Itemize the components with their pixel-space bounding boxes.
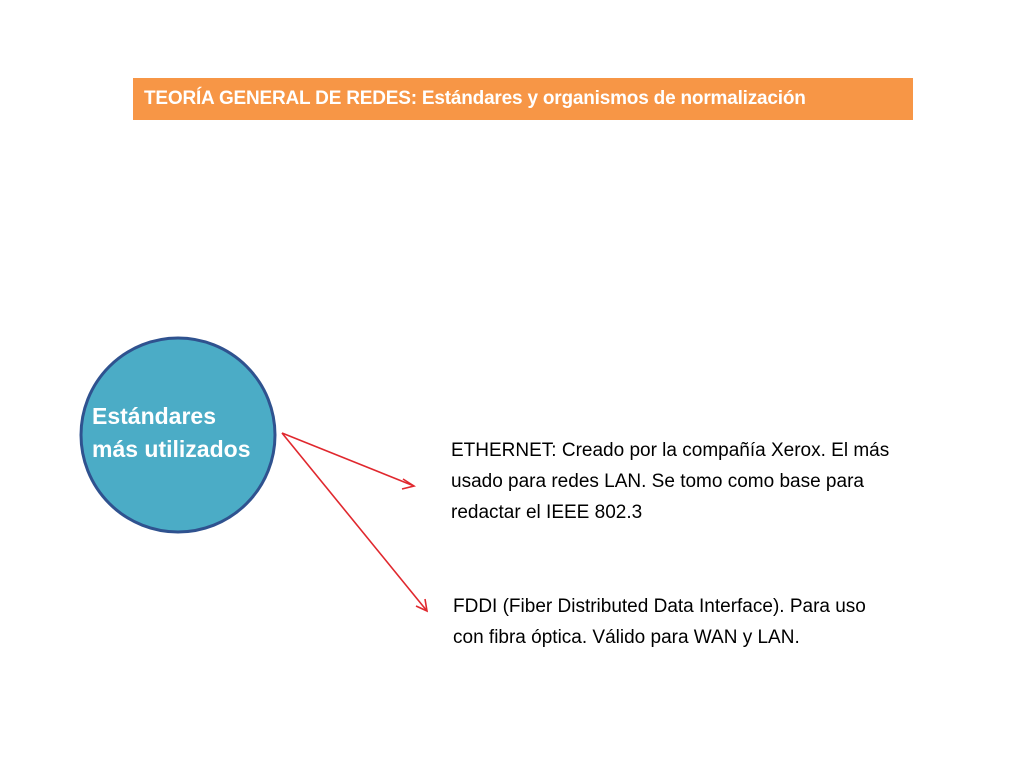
fddi-line: con fibra óptica. Válido para WAN y LAN. (453, 627, 800, 648)
ethernet-line: redactar el IEEE 802.3 (451, 502, 643, 523)
central-node-line: más utilizados (92, 436, 251, 462)
central-node-line: Estándares (92, 403, 217, 429)
ethernet-line: usado para redes LAN. Se tomo como base para (451, 471, 864, 492)
ethernet-description (451, 435, 991, 528)
arrow-to-ethernet (282, 433, 414, 489)
fddi-description (453, 591, 993, 653)
slide-title: TEORÍA GENERAL DE REDES: Estándares y organismos de normalización (144, 88, 806, 109)
arrow-to-fddi (282, 433, 427, 611)
ethernet-line: ETHERNET: Creado por la compañía Xerox. El más (451, 440, 890, 461)
fddi-line: FDDI (Fiber Distributed Data Interface). Para uso (453, 596, 866, 617)
central-node-label (92, 400, 272, 466)
